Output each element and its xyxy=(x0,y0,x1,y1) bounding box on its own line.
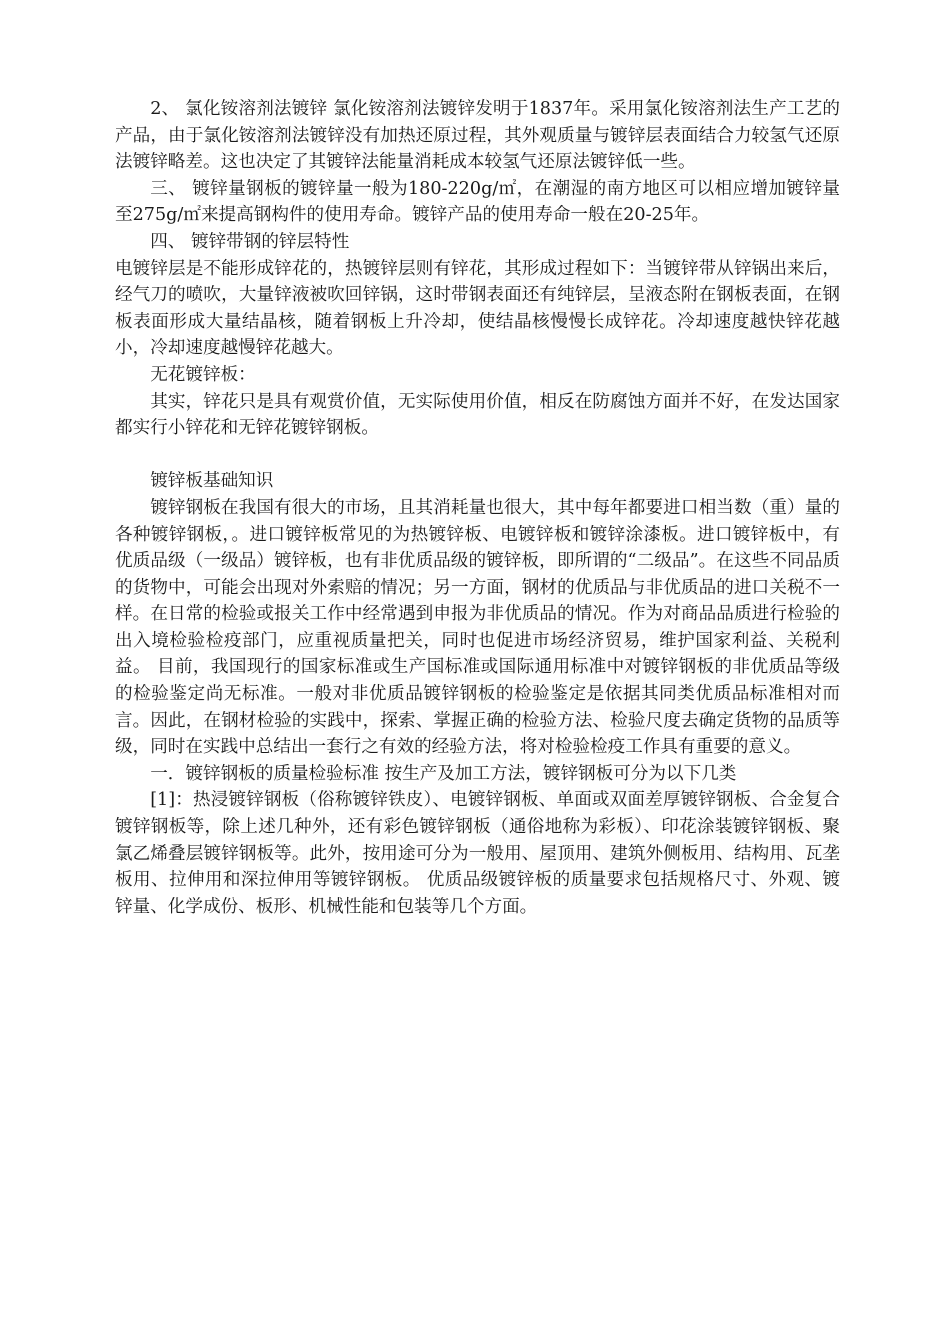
paragraph-quality-standard-heading: 一．镀锌钢板的质量检验标准 按生产及加工方法，镀锌钢板可分为以下几类 xyxy=(150,763,737,784)
document-page xyxy=(115,96,840,920)
paragraph-heading-zinc-layer-characteristics: 四、 镀锌带钢的锌层特性 xyxy=(150,231,350,252)
paragraph-spacer xyxy=(115,442,840,469)
paragraph-spangle-value: 其实，锌花只是具有观赏价值，无实际使用价值，相反在防腐蚀方面并不好，在发达国家都实行小锌花和无锌花镀锌钢板。 xyxy=(115,391,840,439)
paragraph-zinc-coating-amount: 三、 镀锌量钢板的镀锌量一般为180-220g/㎡，在潮湿的南方地区可以相应增加镀锌量至275g/㎡来提高钢构件的使用寿命。镀锌产品的使用寿命一般在20-25年。 xyxy=(115,178,840,226)
paragraph-heading-spangle-free: 无花镀锌板： xyxy=(150,364,256,385)
paragraph-classification-and-requirements: [1]：热浸镀锌钢板（俗称镀锌铁皮）、电镀锌钢板、单面或双面差厚镀锌钢板、合金复合镀锌钢板等，除上述几种外，还有彩色镀锌钢板（通俗地称为彩板）、印花涂装镀锌钢板、聚氯乙烯叠层镀锌钢板等。此外，按用途可分为一般用、屋顶用、建筑外侧板用、结构用、瓦垄板用、拉伸用和深拉伸用等镀锌钢板。 优质品级镀锌板的质量要求包括规格尺寸、外观、镀锌量、化学成份、板形、机械性能和包装等几个方面。 xyxy=(115,790,840,917)
section-heading-basics: 镀锌板基础知识 xyxy=(150,471,274,492)
paragraph-ammonium-chloride-galvanizing: 2、 氯化铵溶剂法镀锌 氯化铵溶剂法镀锌发明于1837年。采用氯化铵溶剂法生产工艺的产品，由于氯化铵溶剂法镀锌没有加热还原过程，其外观质量与镀锌层表面结合力较氢气还原法镀锌略差。这也决定了其镀锌法能量消耗成本较氢气还原法镀锌低一些。 xyxy=(115,99,840,173)
paragraph-market-and-inspection: 镀锌钢板在我国有很大的市场，且其消耗量也很大，其中每年都要进口相当数（重）量的各种镀锌钢板，。进口镀锌板常见的为热镀锌板、电镀锌板和镀锌涂漆板。进口镀锌板中，有优质品级（一级品）镀锌板，也有非优质品级的镀锌板，即所谓的“二级品”。在这些不同品质的货物中，可能会出现对外索赔的情况；另一方面，钢材的优质品与非优质品的进口关税不一样。在日常的检验或报关工作中经常遇到申报为非优质品的情况。作为对商品品质进行检验的出入境检验检疫部门，应重视质量把关，同时也促进市场经济贸易，维护国家利益、关税利益。 目前，我国现行的国家标准或生产国标准或国际通用标准中对镀锌钢板的非优质品等级的检验鉴定尚无标准。一般对非优质品镀锌钢板的检验鉴定是依据其同类优质品标准相对而言。因此，在钢材检验的实践中，探索、掌握正确的检验方法、检验尺度去确定货物的品质等级，同时在实践中总结出一套行之有效的经验方法，将对检验检疫工作具有重要的意义。 xyxy=(115,497,840,758)
paragraph-spangle-formation: 电镀锌层是不能形成锌花的，热镀锌层则有锌花，其形成过程如下：当镀锌带从锌锅出来后，经气刀的喷吹，大量锌液被吹回锌锅，这时带钢表面还有纯锌层，呈液态附在钢板表面，在钢板表面形成大量结晶核，随着钢板上升冷却，使结晶核慢慢长成锌花。冷却速度越快锌花越小，冷却速度越慢锌花越大。 xyxy=(115,258,840,359)
